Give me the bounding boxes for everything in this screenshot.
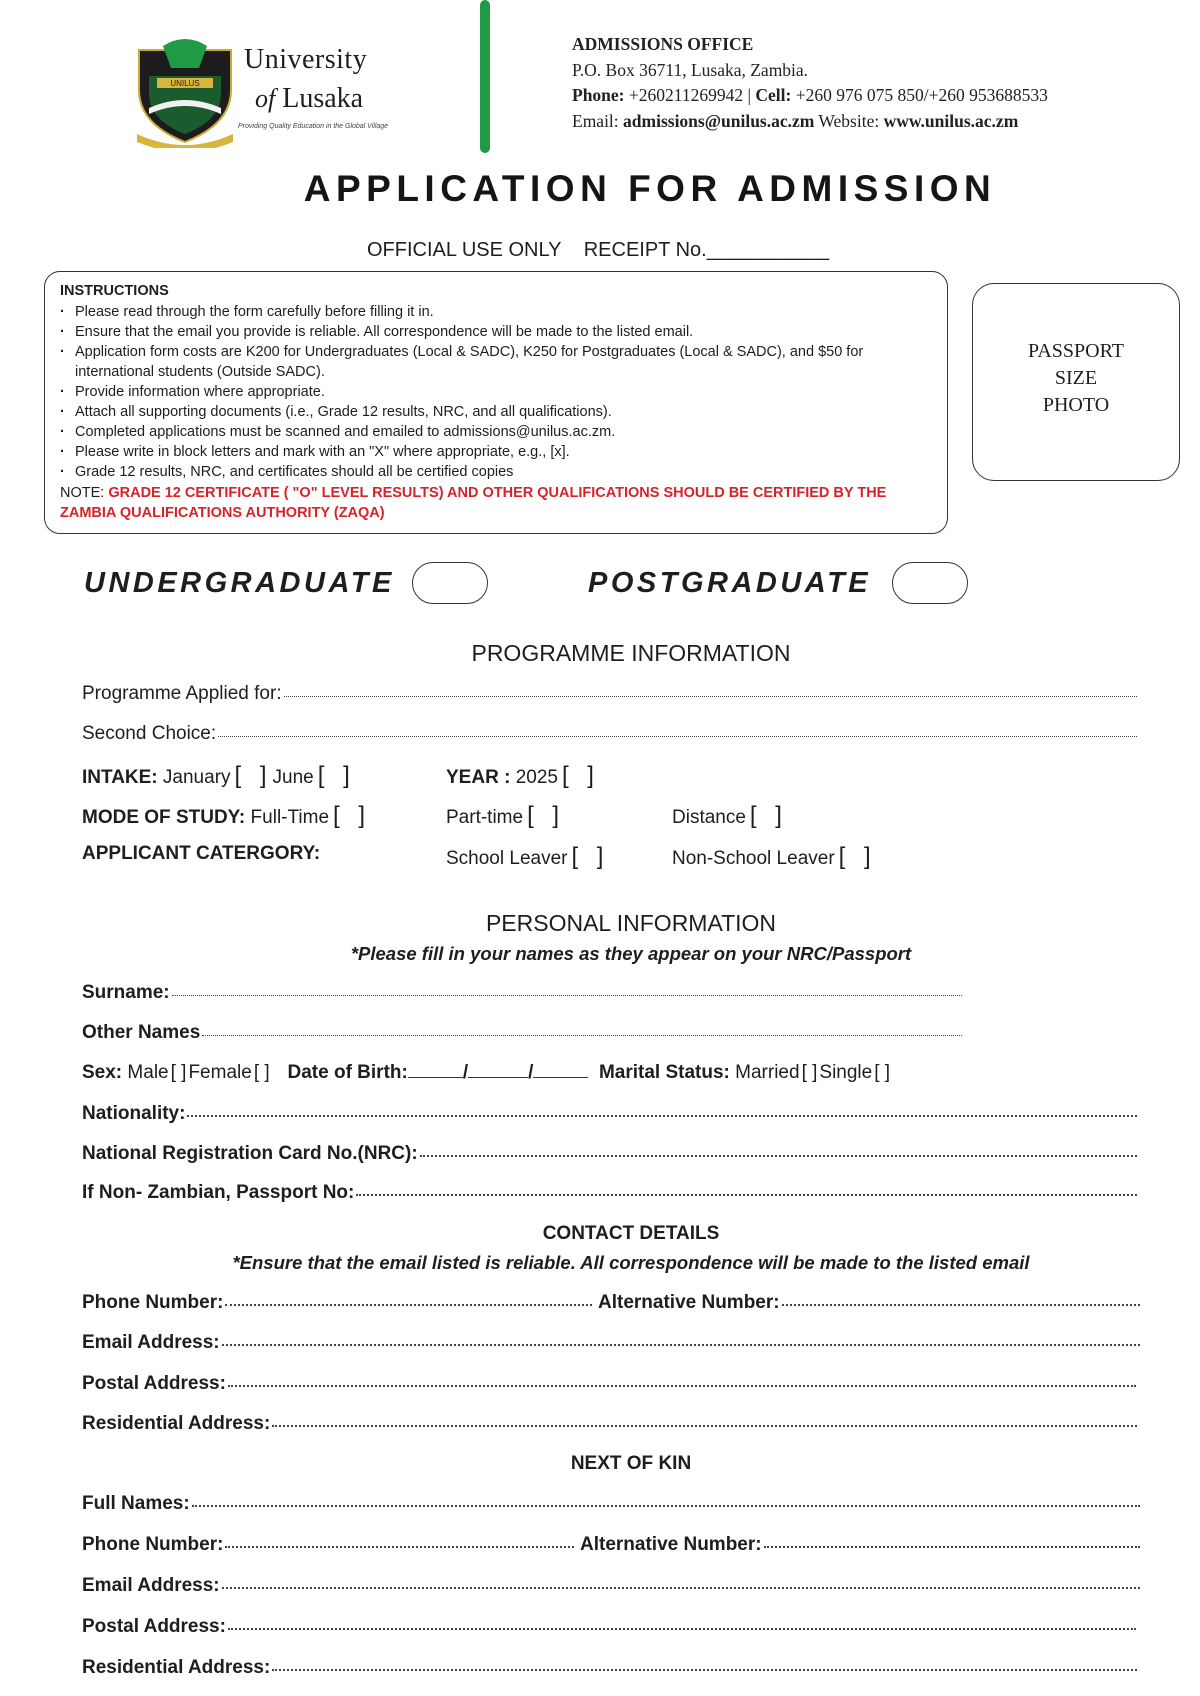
sex-male-checkbox[interactable]: [ ] (170, 1062, 187, 1083)
instructions-note: NOTE: GRADE 12 CERTIFICATE ( "O" LEVEL RESULTS) AND OTHER QUALIFICATIONS SHOULD BE CERTIFIED BY THE ZAMBIA QUALIFICATIONS AUTHORITY (ZAQA) (60, 485, 887, 521)
website-link[interactable]: www.unilus.ac.zm (883, 111, 1019, 131)
contact-postal-field[interactable]: Postal Address: (82, 1373, 1136, 1395)
list-item: · Ensure that the email you provide is reliable. All correspondence will be made to the listed email. (60, 322, 940, 342)
part-time-option: Part-time [ ] (446, 802, 566, 829)
svg-text:UNILUS: UNILUS (170, 79, 200, 88)
receipt-number: RECEIPT No.___________ (583, 239, 830, 261)
list-item: · Attach all supporting documents (i.e., Grade 12 results, NRC, and all qualifications). (60, 402, 940, 422)
distance-option: Distance [ ] (672, 802, 788, 829)
intake-january-checkbox[interactable]: [ ] (234, 762, 273, 789)
passport-number-field[interactable]: If Non- Zambian, Passport No: (82, 1182, 1137, 1204)
university-name-line2 (255, 83, 363, 115)
admissions-email-link[interactable]: admissions@unilus.ac.zm (623, 111, 815, 131)
list-item: · Please read through the form carefully before filling it in. (60, 302, 940, 322)
intake-row: INTAKE: January [ ] June [ ] (82, 762, 356, 789)
contact-heading: CONTACT DETAILS (542, 1223, 720, 1244)
year-row: YEAR : 2025 [ ] (446, 762, 600, 789)
university-of: of (255, 84, 276, 113)
undergraduate-checkbox[interactable] (412, 562, 488, 604)
postgraduate-checkbox[interactable] (892, 562, 968, 604)
applicant-category-row: APPLICANT CATERGORY: (82, 843, 321, 864)
school-leaver-option: School Leaver [ ] (446, 843, 610, 870)
surname-field[interactable]: Surname: (82, 982, 962, 1004)
personal-note: *Please fill in your names as they appear on your NRC/Passport (350, 943, 912, 964)
nationality-field[interactable]: Nationality: (82, 1103, 1137, 1125)
kin-phone-field[interactable]: Phone Number: (82, 1534, 574, 1556)
mode-of-study-row: MODE OF STUDY: Full-Time [ ] (82, 802, 372, 829)
marital-married-checkbox[interactable]: [ ] (801, 1062, 818, 1083)
marital-single-checkbox[interactable]: [ ] (874, 1062, 891, 1083)
po-box: P.O. Box 36711, Lusaka, Zambia. (572, 60, 809, 80)
school-leaver-checkbox[interactable]: [ ] (571, 843, 610, 870)
dob-month[interactable] (468, 1076, 528, 1078)
page-title: APPLICATION FOR ADMISSION (303, 168, 997, 209)
list-item: · Provide information where appropriate. (60, 382, 940, 402)
programme-heading: PROGRAMME INFORMATION (471, 640, 791, 666)
contact-email-field[interactable]: Email Address: (82, 1332, 1140, 1354)
programme-applied-field[interactable]: Programme Applied for: (82, 683, 1137, 705)
other-names-field[interactable]: Other Names (82, 1022, 962, 1044)
instructions-title: INSTRUCTIONS (60, 283, 169, 299)
university-tagline: Providing Quality Education in the Global Village (238, 123, 389, 130)
header-divider (480, 0, 490, 153)
undergraduate-label: UNDERGRADUATE (84, 567, 395, 599)
distance-checkbox[interactable]: [ ] (749, 802, 788, 829)
list-item: · Grade 12 results, NRC, and certificates should all be certified copies (60, 462, 940, 482)
crest-icon (133, 38, 243, 148)
list-item: · Completed applications must be scanned and emailed to admissions@unilus.ac.zm. (60, 422, 940, 442)
part-time-checkbox[interactable]: [ ] (527, 802, 566, 829)
email-line: Email: admissions@unilus.ac.zm Website: www.unilus.ac.zm (572, 111, 1019, 131)
intake-june-checkbox[interactable]: [ ] (317, 762, 356, 789)
second-choice-field[interactable]: Second Choice: (82, 723, 1137, 745)
office-title: ADMISSIONS OFFICE (572, 34, 754, 54)
personal-heading: PERSONAL INFORMATION (485, 910, 777, 936)
non-school-leaver-checkbox[interactable]: [ ] (838, 843, 877, 870)
kin-alt-number-field[interactable]: Alternative Number: (580, 1534, 1140, 1556)
university-name-line1: University (244, 44, 368, 75)
dob-day[interactable] (408, 1076, 463, 1078)
phone-line: Phone: +260211269942 | Cell: +260 976 075 850/+260 953688533 (572, 85, 1048, 105)
year-checkbox[interactable]: [ ] (561, 762, 600, 789)
official-use: OFFICIAL USE ONLY RECEIPT No.___________ (367, 239, 830, 261)
contact-residential-field[interactable]: Residential Address: (82, 1413, 1137, 1435)
kin-postal-field[interactable]: Postal Address: (82, 1616, 1136, 1638)
nrc-field[interactable]: National Registration Card No.(NRC): (82, 1143, 1137, 1165)
list-item: · Application form costs are K200 for Undergraduates (Local & SADC), K250 for Postgraduates (Local & SADC), and $50 for international students (Outside SADC). (60, 342, 940, 382)
list-item: · Please write in block letters and mark with an "X" where appropriate, e.g., [x]. (60, 442, 940, 462)
full-time-checkbox[interactable]: [ ] (333, 802, 372, 829)
kin-email-field[interactable]: Email Address: (82, 1575, 1140, 1597)
sex-dob-marital-row: Sex: Male [ ] Female [ ] Date of Birth: / / Marital Status: Married [ ] Single [ ] (82, 1062, 891, 1083)
postgraduate-label: POSTGRADUATE (588, 567, 872, 599)
contact-phone-field[interactable]: Phone Number: (82, 1292, 592, 1314)
kin-residential-field[interactable]: Residential Address: (82, 1657, 1137, 1679)
passport-photo-label: PASSPORT SIZE PHOTO (1028, 340, 1124, 416)
next-of-kin-heading: NEXT OF KIN (570, 1453, 692, 1474)
contact-alt-number-field[interactable]: Alternative Number: (598, 1292, 1140, 1314)
kin-full-names-field[interactable]: Full Names: (82, 1493, 1140, 1515)
non-school-leaver-option: Non-School Leaver [ ] (672, 843, 877, 870)
instructions-list (60, 302, 940, 482)
sex-female-checkbox[interactable]: [ ] (253, 1062, 270, 1083)
university-lusaka: Lusaka (282, 83, 364, 114)
contact-note: *Ensure that the email listed is reliable. All correspondence will be made to the listed email (232, 1252, 1030, 1273)
dob-year[interactable] (533, 1076, 588, 1078)
